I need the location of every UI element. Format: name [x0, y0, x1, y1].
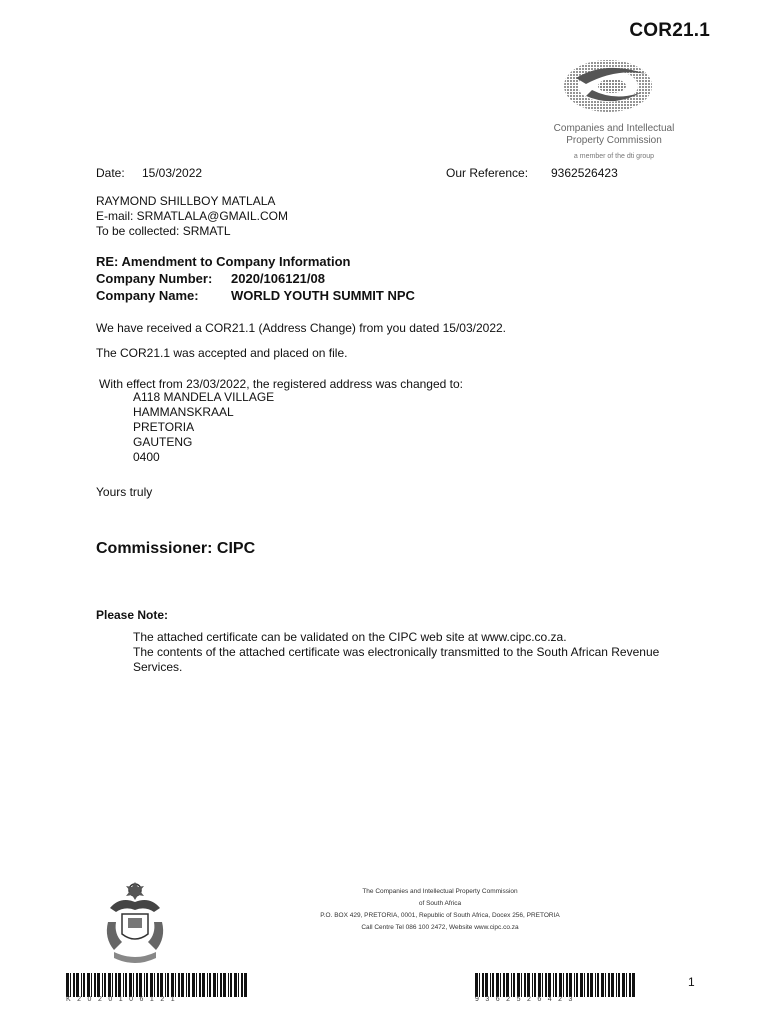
company-name-row [96, 287, 415, 304]
barcode-bar [223, 973, 226, 997]
barcode-bar [566, 973, 568, 997]
barcode-bar [136, 973, 138, 997]
barcode-bar [538, 973, 541, 997]
company-number-value: 2020/106121/08 [231, 271, 325, 286]
logo-line-1: Companies and Intellectual [553, 123, 675, 134]
barcode-bar [83, 973, 85, 997]
barcode-bar [217, 973, 218, 997]
page-number: 1 [688, 975, 695, 989]
subject-block [96, 253, 415, 304]
barcode-bar [118, 973, 121, 997]
coat-of-arms-icon [100, 878, 170, 966]
barcode-bar [584, 973, 585, 997]
barcode-bar [559, 973, 562, 997]
barcode-bar [70, 973, 71, 997]
barcode-left-bars [66, 973, 250, 997]
body-paragraph-3: With effect from 23/03/2022, the registered address was changed to: [99, 377, 463, 391]
barcode-bar [496, 973, 499, 997]
note-title: Please Note: [96, 608, 169, 622]
barcode-bar [500, 973, 501, 997]
barcode-bar [532, 973, 533, 997]
reference-label: Our Reference: [446, 166, 529, 180]
barcode-bar [207, 973, 208, 997]
barcode-bar [632, 973, 635, 997]
barcode-bar [112, 973, 113, 997]
company-name-label: Company Name: [96, 288, 199, 303]
company-name-value: WORLD YOUTH SUMMIT NPC [231, 288, 415, 303]
barcode-bar [181, 973, 184, 997]
barcode-bar [178, 973, 180, 997]
barcode-bar [234, 973, 237, 997]
address-line: 0400 [133, 450, 160, 464]
note-line-2: The contents of the attached certificate was electronically transmitted to the South African Revenue [133, 645, 660, 659]
barcode-bar [160, 973, 163, 997]
barcode-bar [479, 973, 480, 997]
barcode-bar [490, 973, 491, 997]
barcode-bar [87, 973, 90, 997]
note-line-3: Services. [133, 660, 183, 674]
barcode-bar [133, 973, 134, 997]
body-paragraph-1: We have received a COR21.1 (Address Change) from you dated 15/03/2022. [96, 321, 507, 335]
company-number-row [96, 270, 415, 287]
barcode-bar [555, 973, 557, 997]
barcode-bar [629, 973, 631, 997]
barcode-bar [595, 973, 596, 997]
barcode-bar [517, 973, 520, 997]
barcode-bar [511, 973, 512, 997]
barcode-bar [534, 973, 536, 997]
barcode-bar [209, 973, 211, 997]
barcode-bar [611, 973, 614, 997]
barcode-bar [154, 973, 155, 997]
barcode-bar [125, 973, 127, 997]
addressee-collect: To be collected: SRMATL [96, 224, 231, 238]
logo-line-2: Property Commission [566, 135, 662, 146]
footer-line-1: The Companies and Intellectual Property Commission [362, 888, 518, 895]
date-label: Date: [96, 166, 125, 180]
date-value: 15/03/2022 [142, 166, 203, 180]
footer-line-2: of South Africa [418, 900, 462, 907]
barcode-bar [608, 973, 610, 997]
barcode-bar [527, 973, 530, 997]
barcode-bar [157, 973, 159, 997]
barcode-bar [94, 973, 96, 997]
barcode-bar [165, 973, 166, 997]
coat-of-arms [100, 878, 170, 966]
barcode-bar [102, 973, 103, 997]
barcode-bar [108, 973, 111, 997]
barcode-bar [213, 973, 216, 997]
barcode-bar [91, 973, 92, 997]
barcode-bar [230, 973, 232, 997]
barcode-bar [590, 973, 593, 997]
barcode-bar [513, 973, 515, 997]
barcode-bar [188, 973, 190, 997]
form-code: COR21.1 [629, 20, 710, 41]
barcode-bar [616, 973, 617, 997]
barcode-bar [171, 973, 174, 997]
barcode-bar [228, 973, 229, 997]
address-line: PRETORIA [133, 420, 195, 434]
barcode-bar [150, 973, 153, 997]
cipc-logo [546, 56, 682, 160]
barcode-bar [115, 973, 117, 997]
barcode-bar [622, 973, 625, 997]
barcode-bar [475, 973, 478, 997]
barcode-bar [146, 973, 148, 997]
closing: Yours truly [96, 485, 153, 499]
barcode-bar [524, 973, 526, 997]
barcode-bar [167, 973, 169, 997]
footer-line-3: P.O. BOX 429, PRETORIA, 0001, Republic of South Africa, Docex 256, PRETORIA [320, 912, 560, 919]
subject-re: RE: Amendment to Company Information [96, 254, 351, 269]
signature-title: Commissioner: CIPC [96, 540, 256, 557]
company-number-label: Company Number: [96, 271, 213, 286]
barcode-bar [482, 973, 484, 997]
barcode-right-bars [475, 973, 635, 997]
barcode-bar [129, 973, 132, 997]
barcode-bar [580, 973, 583, 997]
barcode-bar [563, 973, 564, 997]
barcode-bar [485, 973, 488, 997]
cipc-logo-icon [546, 56, 682, 118]
barcode-bar [104, 973, 106, 997]
barcode-bar [238, 973, 239, 997]
note-line-1: The attached certificate can be validated on the CIPC web site at www.cipc.co.za. [133, 630, 567, 644]
barcode-bar [574, 973, 575, 997]
barcode-bar [97, 973, 100, 997]
barcode-bar [199, 973, 201, 997]
barcode-bar [202, 973, 205, 997]
barcode-bar [569, 973, 572, 997]
registered-address [133, 390, 274, 465]
footer [290, 888, 590, 931]
barcode-bar [66, 973, 69, 997]
barcode-bar [241, 973, 243, 997]
barcode-bar [196, 973, 197, 997]
footer-line-4: Call Centre Tel 086 100 2472, Website www.cipc.co.za [361, 924, 519, 931]
addressee-block [96, 194, 288, 239]
barcode-bar [605, 973, 606, 997]
barcode-bar [548, 973, 551, 997]
barcode-bar [618, 973, 620, 997]
barcode-bar [587, 973, 589, 997]
barcode-bar [597, 973, 599, 997]
barcode-bar [626, 973, 627, 997]
body-paragraph-2: The COR21.1 was accepted and placed on file. [96, 346, 348, 360]
barcode-bar [220, 973, 222, 997]
barcode-bar [521, 973, 522, 997]
barcode-bar [81, 973, 82, 997]
barcode-bar [503, 973, 505, 997]
barcode-bar [73, 973, 75, 997]
address-line: GAUTENG [133, 435, 193, 449]
barcode-bar [76, 973, 79, 997]
barcode-bar [553, 973, 554, 997]
address-line: HAMMANSKRAAL [133, 405, 234, 419]
note-body [133, 630, 693, 675]
barcode-bar [186, 973, 187, 997]
barcode-bar [139, 973, 142, 997]
barcode-bar [192, 973, 195, 997]
barcode-bar [175, 973, 176, 997]
address-line: A118 MANDELA VILLAGE [133, 390, 275, 404]
barcode-bar [601, 973, 604, 997]
barcode-bar [576, 973, 578, 997]
barcode-bar [542, 973, 543, 997]
barcode-bar [492, 973, 494, 997]
addressee-name: RAYMOND SHILLBOY MATLALA [96, 194, 276, 208]
barcode-right-digits: 9362526423 [475, 996, 635, 1003]
logo-subline: a member of the dti group [573, 153, 655, 160]
addressee-email: E-mail: SRMATLALA@GMAIL.COM [96, 209, 288, 223]
barcode-bar [244, 973, 247, 997]
barcode-bar [545, 973, 547, 997]
barcode-bar [506, 973, 509, 997]
reference-value: 9362526423 [551, 166, 618, 180]
barcode-left-digits: K2020106121 [66, 996, 250, 1003]
barcode-right [475, 973, 635, 1003]
barcode-bar [144, 973, 145, 997]
barcode-bar [123, 973, 124, 997]
barcode-left [66, 973, 250, 1003]
